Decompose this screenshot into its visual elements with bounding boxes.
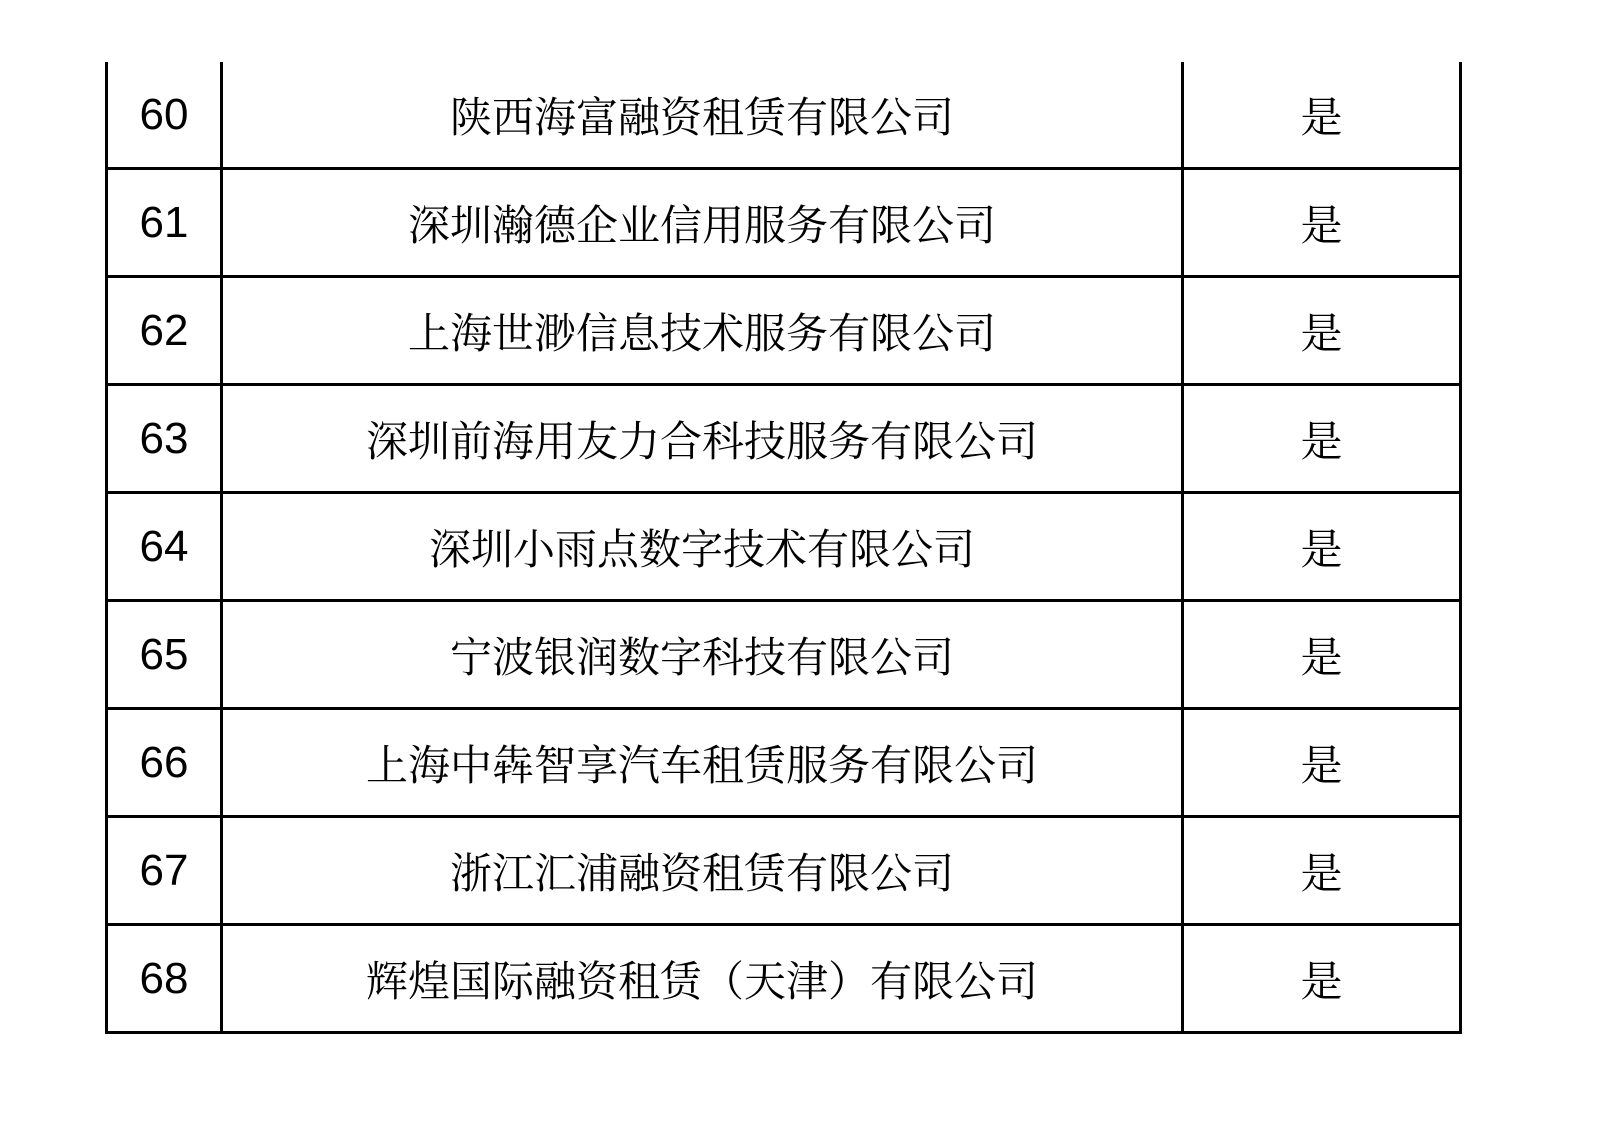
table-row [108, 494, 1459, 602]
row-number: 66 [108, 710, 223, 815]
table-row [108, 602, 1459, 710]
company-name: 深圳前海用友力合科技服务有限公司 [223, 386, 1184, 491]
row-number: 61 [108, 170, 223, 275]
table-row [108, 818, 1459, 926]
approved-value: 是 [1300, 633, 1343, 681]
row-number: 65 [108, 602, 223, 707]
approved-value: 是 [1300, 201, 1343, 249]
approved-value: 是 [1300, 417, 1343, 465]
row-number: 62 [108, 278, 223, 383]
table-row [108, 278, 1459, 386]
table-row [108, 710, 1459, 818]
row-number: 63 [108, 386, 223, 491]
company-table [105, 62, 1462, 1034]
row-number: 68 [108, 926, 223, 1031]
approved-value: 是 [1300, 525, 1343, 573]
approved-value: 是 [1300, 93, 1343, 141]
table-row [108, 62, 1459, 170]
company-name: 浙江汇浦融资租赁有限公司 [223, 818, 1184, 923]
company-name: 上海中犇智享汽车租赁服务有限公司 [223, 710, 1184, 815]
table-row [108, 926, 1459, 1034]
table-row [108, 170, 1459, 278]
company-name: 深圳小雨点数字技术有限公司 [223, 494, 1184, 599]
company-name: 深圳瀚德企业信用服务有限公司 [223, 170, 1184, 275]
company-name: 宁波银润数字科技有限公司 [223, 602, 1184, 707]
approved-value: 是 [1300, 309, 1343, 357]
company-name: 上海世渺信息技术服务有限公司 [223, 278, 1184, 383]
company-name: 辉煌国际融资租赁（天津）有限公司 [223, 926, 1184, 1031]
table-row [108, 386, 1459, 494]
row-number: 64 [108, 494, 223, 599]
approved-value: 是 [1300, 849, 1343, 897]
approved-value: 是 [1300, 957, 1343, 1005]
row-number: 67 [108, 818, 223, 923]
row-number: 60 [108, 62, 223, 167]
approved-value: 是 [1300, 741, 1343, 789]
company-name: 陕西海富融资租赁有限公司 [223, 62, 1184, 167]
